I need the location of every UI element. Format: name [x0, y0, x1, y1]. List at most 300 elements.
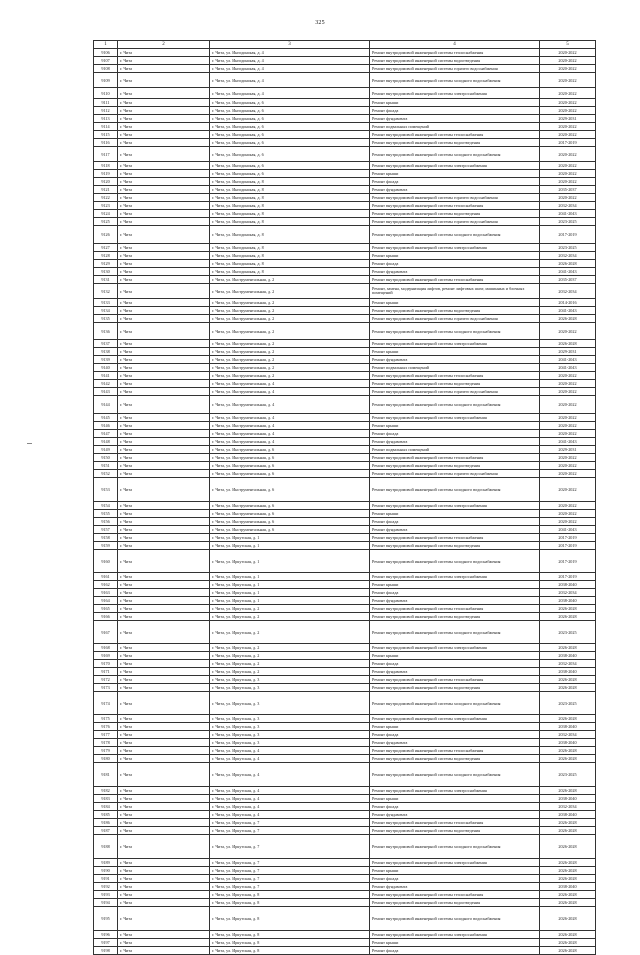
town-cell: г. Чита [118, 676, 210, 684]
work-type-cell: Ремонт крыши [370, 170, 540, 178]
table-row [94, 380, 596, 388]
work-type-cell: Ремонт крыши [370, 867, 540, 875]
address-cell: г. Чита, ул. Иркутская, д. 2 [210, 652, 370, 660]
period-cell: 2020-2022 [540, 88, 596, 99]
table-row [94, 438, 596, 446]
table-row [94, 819, 596, 827]
town-cell: г. Чита [118, 542, 210, 550]
table-row [94, 883, 596, 891]
period-cell: 2026-2028 [540, 819, 596, 827]
work-type-cell: Ремонт крыши [370, 939, 540, 947]
table-row [94, 244, 596, 252]
row-number-cell: 9165 [94, 605, 118, 613]
column-header: 2 [118, 41, 210, 49]
table-row [94, 859, 596, 867]
town-cell: г. Чита [118, 462, 210, 470]
table-row [94, 226, 596, 244]
period-cell: 2020-2022 [540, 323, 596, 340]
work-type-cell: Ремонт крыши [370, 299, 540, 307]
town-cell: г. Чита [118, 731, 210, 739]
work-type-cell: Ремонт внутридомовой инженерной системы водоотведения [370, 827, 540, 835]
row-number-cell: 9198 [94, 947, 118, 955]
table-row [94, 107, 596, 115]
table-row [94, 803, 596, 811]
row-number-cell: 9120 [94, 178, 118, 186]
town-cell: г. Чита [118, 605, 210, 613]
table-row [94, 787, 596, 795]
town-cell: г. Чита [118, 260, 210, 268]
town-cell: г. Чита [118, 131, 210, 139]
table-row [94, 99, 596, 107]
town-cell: г. Чита [118, 597, 210, 605]
address-cell: г. Чита, ул. Ингодинская, д. 6 [210, 147, 370, 162]
column-number-row [94, 41, 596, 49]
table-row [94, 931, 596, 939]
address-cell: г. Чита, ул. Инструментальная, д. 6 [210, 462, 370, 470]
address-cell: г. Чита, ул. Иркутская, д. 7 [210, 835, 370, 859]
period-cell: 2026-2028 [540, 644, 596, 652]
town-cell: г. Чита [118, 502, 210, 510]
row-number-cell: 9160 [94, 550, 118, 573]
address-cell: г. Чита, ул. Инструментальная, д. 2 [210, 340, 370, 348]
work-type-cell: Ремонт фасада [370, 178, 540, 186]
period-cell: 2020-2022 [540, 178, 596, 186]
address-cell: г. Чита, ул. Инструментальная, д. 2 [210, 348, 370, 356]
period-cell: 2026-2028 [540, 867, 596, 875]
town-cell: г. Чита [118, 252, 210, 260]
work-type-cell: Ремонт фасада [370, 260, 540, 268]
address-cell: г. Чита, ул. Ингодинская, д. 8 [210, 244, 370, 252]
work-type-cell: Ремонт внутридомовой инженерной системы водоотведения [370, 542, 540, 550]
town-cell: г. Чита [118, 652, 210, 660]
work-type-cell: Ремонт фундамента [370, 668, 540, 676]
period-cell: 2032-2034 [540, 589, 596, 597]
address-cell: г. Чита, ул. Инструментальная, д. 4 [210, 396, 370, 414]
row-number-cell: 9188 [94, 835, 118, 859]
row-number-cell: 9135 [94, 315, 118, 323]
period-cell: 2041-2043 [540, 356, 596, 364]
address-cell: г. Чита, ул. Инструментальная, д. 2 [210, 356, 370, 364]
address-cell: г. Чита, ул. Ингодинская, д. 8 [210, 178, 370, 186]
work-type-cell: Ремонт внутридомовой инженерной системы электроснабжения [370, 244, 540, 252]
work-type-cell: Ремонт внутридомовой инженерной системы горячего водоснабжения [370, 194, 540, 202]
address-cell: г. Чита, ул. Инструментальная, д. 2 [210, 284, 370, 299]
table-row [94, 835, 596, 859]
address-cell: г. Чита, ул. Инструментальная, д. 2 [210, 364, 370, 372]
table-row [94, 867, 596, 875]
work-type-cell: Ремонт внутридомовой инженерной системы холодного водоснабжения [370, 907, 540, 931]
work-type-cell: Ремонт фундамента [370, 739, 540, 747]
work-type-cell: Ремонт внутридомовой инженерной системы водоотведения [370, 462, 540, 470]
period-cell: 2023-2025 [540, 244, 596, 252]
town-cell: г. Чита [118, 162, 210, 170]
work-type-cell: Ремонт внутридомовой инженерной системы электроснабжения [370, 162, 540, 170]
work-type-cell: Ремонт внутридомовой инженерной системы электроснабжения [370, 88, 540, 99]
town-cell: г. Чита [118, 99, 210, 107]
work-type-cell: Ремонт фасада [370, 660, 540, 668]
table-row [94, 526, 596, 534]
town-cell: г. Чита [118, 692, 210, 715]
work-type-cell: Ремонт внутридомовой инженерной системы водоотведения [370, 684, 540, 692]
town-cell: г. Чита [118, 621, 210, 644]
address-cell: г. Чита, ул. Иркутская, д. 4 [210, 787, 370, 795]
work-type-cell: Ремонт внутридомовой инженерной системы теплоснабжения [370, 454, 540, 462]
row-number-cell: 9114 [94, 123, 118, 131]
address-cell: г. Чита, ул. Иркутская, д. 7 [210, 819, 370, 827]
work-type-cell: Ремонт внутридомовой инженерной системы теплоснабжения [370, 676, 540, 684]
work-type-cell: Ремонт внутридомовой инженерной системы водоотведения [370, 899, 540, 907]
work-type-cell: Ремонт внутридомовой инженерной системы электроснабжения [370, 787, 540, 795]
row-number-cell: 9177 [94, 731, 118, 739]
period-cell: 2038-2040 [540, 723, 596, 731]
table-row [94, 65, 596, 73]
town-cell: г. Чита [118, 299, 210, 307]
address-cell: г. Чита, ул. Ингодинская, д. 8 [210, 210, 370, 218]
town-cell: г. Чита [118, 210, 210, 218]
table-row [94, 589, 596, 597]
work-type-cell: Ремонт внутридомовой инженерной системы электроснабжения [370, 931, 540, 939]
work-type-cell: Ремонт фасада [370, 947, 540, 955]
town-cell: г. Чита [118, 372, 210, 380]
address-cell: г. Чита, ул. Иркутская, д. 3 [210, 739, 370, 747]
table-row [94, 939, 596, 947]
address-cell: г. Чита, ул. Инструментальная, д. 6 [210, 446, 370, 454]
address-cell: г. Чита, ул. Иркутская, д. 7 [210, 875, 370, 883]
row-number-cell: 9121 [94, 186, 118, 194]
address-cell: г. Чита, ул. Иркутская, д. 8 [210, 931, 370, 939]
table-row [94, 430, 596, 438]
table-row [94, 660, 596, 668]
work-type-cell: Ремонт фундамента [370, 811, 540, 819]
town-cell: г. Чита [118, 939, 210, 947]
work-type-cell: Ремонт фундамента [370, 438, 540, 446]
table-row [94, 613, 596, 621]
town-cell: г. Чита [118, 899, 210, 907]
table-row [94, 827, 596, 835]
work-type-cell: Ремонт внутридомовой инженерной системы холодного водоснабжения [370, 226, 540, 244]
table-row [94, 186, 596, 194]
address-cell: г. Чита, ул. Иркутская, д. 7 [210, 867, 370, 875]
table-row [94, 518, 596, 526]
work-type-cell: Ремонт внутридомовой инженерной системы холодного водоснабжения [370, 692, 540, 715]
period-cell: 2017-2019 [540, 139, 596, 147]
table-row [94, 605, 596, 613]
row-number-cell: 9108 [94, 65, 118, 73]
work-type-cell: Ремонт фундамента [370, 597, 540, 605]
period-cell: 2026-2028 [540, 755, 596, 763]
town-cell: г. Чита [118, 396, 210, 414]
period-cell: 2038-2040 [540, 597, 596, 605]
address-cell: г. Чита, ул. Иркутская, д. 4 [210, 755, 370, 763]
period-cell: 2026-2028 [540, 715, 596, 723]
period-cell: 2020-2022 [540, 170, 596, 178]
row-number-cell: 9196 [94, 931, 118, 939]
work-type-cell: Ремонт внутридомовой инженерной системы водоотведения [370, 210, 540, 218]
period-cell: 2020-2022 [540, 388, 596, 396]
address-cell: г. Чита, ул. Ингодинская, д. 6 [210, 99, 370, 107]
period-cell: 2026-2028 [540, 260, 596, 268]
period-cell: 2020-2022 [540, 430, 596, 438]
address-cell: г. Чита, ул. Инструментальная, д. 6 [210, 510, 370, 518]
work-type-cell: Ремонт внутридомовой инженерной системы теплоснабжения [370, 202, 540, 210]
work-type-cell: Ремонт внутридомовой инженерной системы горячего водоснабжения [370, 218, 540, 226]
town-cell: г. Чита [118, 510, 210, 518]
address-cell: г. Чита, ул. Ингодинская, д. 8 [210, 186, 370, 194]
table-row [94, 573, 596, 581]
period-cell: 2020-2022 [540, 65, 596, 73]
row-number-cell: 9174 [94, 692, 118, 715]
town-cell: г. Чита [118, 589, 210, 597]
address-cell: г. Чита, ул. Иркутская, д. 3 [210, 723, 370, 731]
period-cell: 2041-2043 [540, 526, 596, 534]
address-cell: г. Чита, ул. Иркутская, д. 7 [210, 827, 370, 835]
period-cell: 2026-2028 [540, 907, 596, 931]
address-cell: г. Чита, ул. Иркутская, д. 3 [210, 715, 370, 723]
period-cell: 2038-2040 [540, 795, 596, 803]
row-number-cell: 9167 [94, 621, 118, 644]
table-row [94, 388, 596, 396]
town-cell: г. Чита [118, 73, 210, 88]
work-type-cell: Ремонт внутридомовой инженерной системы холодного водоснабжения [370, 73, 540, 88]
table-row [94, 414, 596, 422]
row-number-cell: 9171 [94, 668, 118, 676]
town-cell: г. Чита [118, 49, 210, 57]
row-number-cell: 9138 [94, 348, 118, 356]
address-cell: г. Чита, ул. Иркутская, д. 2 [210, 668, 370, 676]
work-type-cell: Ремонт внутридомовой инженерной системы электроснабжения [370, 573, 540, 581]
row-number-cell: 9147 [94, 430, 118, 438]
address-cell: г. Чита, ул. Инструментальная, д. 6 [210, 518, 370, 526]
period-cell: 2026-2028 [540, 939, 596, 947]
row-number-cell: 9133 [94, 299, 118, 307]
period-cell: 2020-2022 [540, 462, 596, 470]
period-cell: 2026-2028 [540, 875, 596, 883]
address-cell: г. Чита, ул. Иркутская, д. 3 [210, 692, 370, 715]
work-type-cell: Ремонт фундамента [370, 186, 540, 194]
row-number-cell: 9115 [94, 131, 118, 139]
table-row [94, 218, 596, 226]
table-row [94, 947, 596, 955]
row-number-cell: 9128 [94, 252, 118, 260]
table-row [94, 763, 596, 787]
period-cell: 2026-2028 [540, 859, 596, 867]
town-cell: г. Чита [118, 147, 210, 162]
period-cell: 2041-2043 [540, 438, 596, 446]
table-row [94, 795, 596, 803]
period-cell: 2038-2040 [540, 581, 596, 589]
period-cell: 2032-2034 [540, 202, 596, 210]
work-type-cell: Ремонт крыши [370, 652, 540, 660]
period-cell: 2023-2025 [540, 621, 596, 644]
address-cell: г. Чита, ул. Ингодинская, д. 6 [210, 162, 370, 170]
row-number-cell: 9156 [94, 518, 118, 526]
period-cell: 2020-2022 [540, 454, 596, 462]
table-row [94, 470, 596, 478]
table-row [94, 731, 596, 739]
period-cell: 2023-2025 [540, 218, 596, 226]
town-cell: г. Чита [118, 478, 210, 502]
period-cell: 2038-2040 [540, 668, 596, 676]
table-row [94, 315, 596, 323]
address-cell: г. Чита, ул. Инструментальная, д. 2 [210, 299, 370, 307]
row-number-cell: 9145 [94, 414, 118, 422]
address-cell: г. Чита, ул. Иркутская, д. 1 [210, 534, 370, 542]
row-number-cell: 9176 [94, 723, 118, 731]
period-cell: 2029-2031 [540, 348, 596, 356]
row-number-cell: 9166 [94, 613, 118, 621]
row-number-cell: 9139 [94, 356, 118, 364]
address-cell: г. Чита, ул. Иркутская, д. 7 [210, 883, 370, 891]
row-number-cell: 9168 [94, 644, 118, 652]
period-cell: 2038-2040 [540, 811, 596, 819]
town-cell: г. Чита [118, 660, 210, 668]
town-cell: г. Чита [118, 186, 210, 194]
table-row [94, 178, 596, 186]
town-cell: г. Чита [118, 57, 210, 65]
work-type-cell: Ремонт внутридомовой инженерной системы холодного водоснабжения [370, 478, 540, 502]
row-number-cell: 9178 [94, 739, 118, 747]
work-type-cell: Ремонт внутридомовой инженерной системы водоотведения [370, 380, 540, 388]
row-number-cell: 9111 [94, 99, 118, 107]
address-cell: г. Чита, ул. Инструментальная, д. 2 [210, 323, 370, 340]
address-cell: г. Чита, ул. Ингодинская, д. 4 [210, 65, 370, 73]
address-cell: г. Чита, ул. Иркутская, д. 2 [210, 644, 370, 652]
table-row [94, 715, 596, 723]
address-cell: г. Чита, ул. Иркутская, д. 1 [210, 573, 370, 581]
table-row [94, 510, 596, 518]
town-cell: г. Чита [118, 107, 210, 115]
table-row [94, 284, 596, 299]
table-row [94, 684, 596, 692]
address-cell: г. Чита, ул. Иркутская, д. 4 [210, 763, 370, 787]
town-cell: г. Чита [118, 931, 210, 939]
table-row [94, 907, 596, 931]
table-row [94, 692, 596, 715]
address-cell: г. Чита, ул. Ингодинская, д. 8 [210, 260, 370, 268]
row-number-cell: 9110 [94, 88, 118, 99]
table-row [94, 49, 596, 57]
town-cell: г. Чита [118, 65, 210, 73]
row-number-cell: 9197 [94, 939, 118, 947]
work-type-cell: Ремонт внутридомовой инженерной системы холодного водоснабжения [370, 550, 540, 573]
period-cell: 2020-2022 [540, 518, 596, 526]
town-cell: г. Чита [118, 859, 210, 867]
table-row [94, 202, 596, 210]
table-row [94, 123, 596, 131]
address-cell: г. Чита, ул. Ингодинская, д. 4 [210, 57, 370, 65]
period-cell: 2020-2022 [540, 49, 596, 57]
period-cell: 2014-2016 [540, 299, 596, 307]
row-number-cell: 9164 [94, 597, 118, 605]
address-cell: г. Чита, ул. Иркутская, д. 8 [210, 891, 370, 899]
town-cell: г. Чита [118, 534, 210, 542]
town-cell: г. Чита [118, 202, 210, 210]
row-number-cell: 9136 [94, 323, 118, 340]
town-cell: г. Чита [118, 430, 210, 438]
period-cell: 2020-2022 [540, 414, 596, 422]
table-row [94, 422, 596, 430]
work-type-cell: Ремонт внутридомовой инженерной системы теплоснабжения [370, 819, 540, 827]
row-number-cell: 9123 [94, 202, 118, 210]
address-cell: г. Чита, ул. Ингодинская, д. 4 [210, 49, 370, 57]
table-row [94, 891, 596, 899]
town-cell: г. Чита [118, 835, 210, 859]
work-type-cell: Ремонт фундамента [370, 883, 540, 891]
period-cell: 2026-2028 [540, 747, 596, 755]
row-number-cell: 9134 [94, 307, 118, 315]
row-number-cell: 9113 [94, 115, 118, 123]
table-row [94, 597, 596, 605]
town-cell: г. Чита [118, 819, 210, 827]
period-cell: 2038-2040 [540, 652, 596, 660]
table-row [94, 372, 596, 380]
table-row [94, 73, 596, 88]
register-rows [94, 49, 596, 955]
row-number-cell: 9194 [94, 899, 118, 907]
table-row [94, 323, 596, 340]
address-cell: г. Чита, ул. Инструментальная, д. 4 [210, 414, 370, 422]
period-cell: 2041-2043 [540, 268, 596, 276]
town-cell: г. Чита [118, 668, 210, 676]
address-cell: г. Чита, ул. Инструментальная, д. 6 [210, 526, 370, 534]
address-cell: г. Чита, ул. Ингодинская, д. 8 [210, 202, 370, 210]
work-type-cell: Ремонт внутридомовой инженерной системы холодного водоснабжения [370, 396, 540, 414]
table-row [94, 57, 596, 65]
address-cell: г. Чита, ул. Ингодинская, д. 6 [210, 115, 370, 123]
table-row [94, 299, 596, 307]
period-cell: 2023-2025 [540, 692, 596, 715]
town-cell: г. Чита [118, 715, 210, 723]
address-cell: г. Чита, ул. Иркутская, д. 2 [210, 660, 370, 668]
table-row [94, 446, 596, 454]
row-number-cell: 9169 [94, 652, 118, 660]
row-number-cell: 9119 [94, 170, 118, 178]
period-cell: 2020-2022 [540, 380, 596, 388]
row-number-cell: 9184 [94, 803, 118, 811]
town-cell: г. Чита [118, 867, 210, 875]
address-cell: г. Чита, ул. Ингодинская, д. 8 [210, 218, 370, 226]
row-number-cell: 9163 [94, 589, 118, 597]
period-cell: 2026-2028 [540, 835, 596, 859]
work-type-cell: Ремонт внутридомовой инженерной системы электроснабжения [370, 502, 540, 510]
row-number-cell: 9182 [94, 787, 118, 795]
row-number-cell: 9153 [94, 478, 118, 502]
town-cell: г. Чита [118, 446, 210, 454]
town-cell: г. Чита [118, 763, 210, 787]
row-number-cell: 9131 [94, 276, 118, 284]
town-cell: г. Чита [118, 88, 210, 99]
row-number-cell: 9127 [94, 244, 118, 252]
row-number-cell: 9106 [94, 49, 118, 57]
period-cell: 2026-2028 [540, 947, 596, 955]
period-cell: 2017-2019 [540, 534, 596, 542]
work-type-cell: Ремонт фасада [370, 589, 540, 597]
period-cell: 2023-2025 [540, 763, 596, 787]
town-cell: г. Чита [118, 123, 210, 131]
column-header: 3 [210, 41, 370, 49]
work-type-cell: Ремонт внутридомовой инженерной системы горячего водоснабжения [370, 65, 540, 73]
work-type-cell: Ремонт внутридомовой инженерной системы горячего водоснабжения [370, 388, 540, 396]
table-row [94, 170, 596, 178]
address-cell: г. Чита, ул. Иркутская, д. 3 [210, 731, 370, 739]
table-row [94, 723, 596, 731]
town-cell: г. Чита [118, 422, 210, 430]
row-number-cell: 9107 [94, 57, 118, 65]
address-cell: г. Чита, ул. Иркутская, д. 1 [210, 589, 370, 597]
period-cell: 2020-2022 [540, 99, 596, 107]
table-row [94, 396, 596, 414]
table-row [94, 668, 596, 676]
